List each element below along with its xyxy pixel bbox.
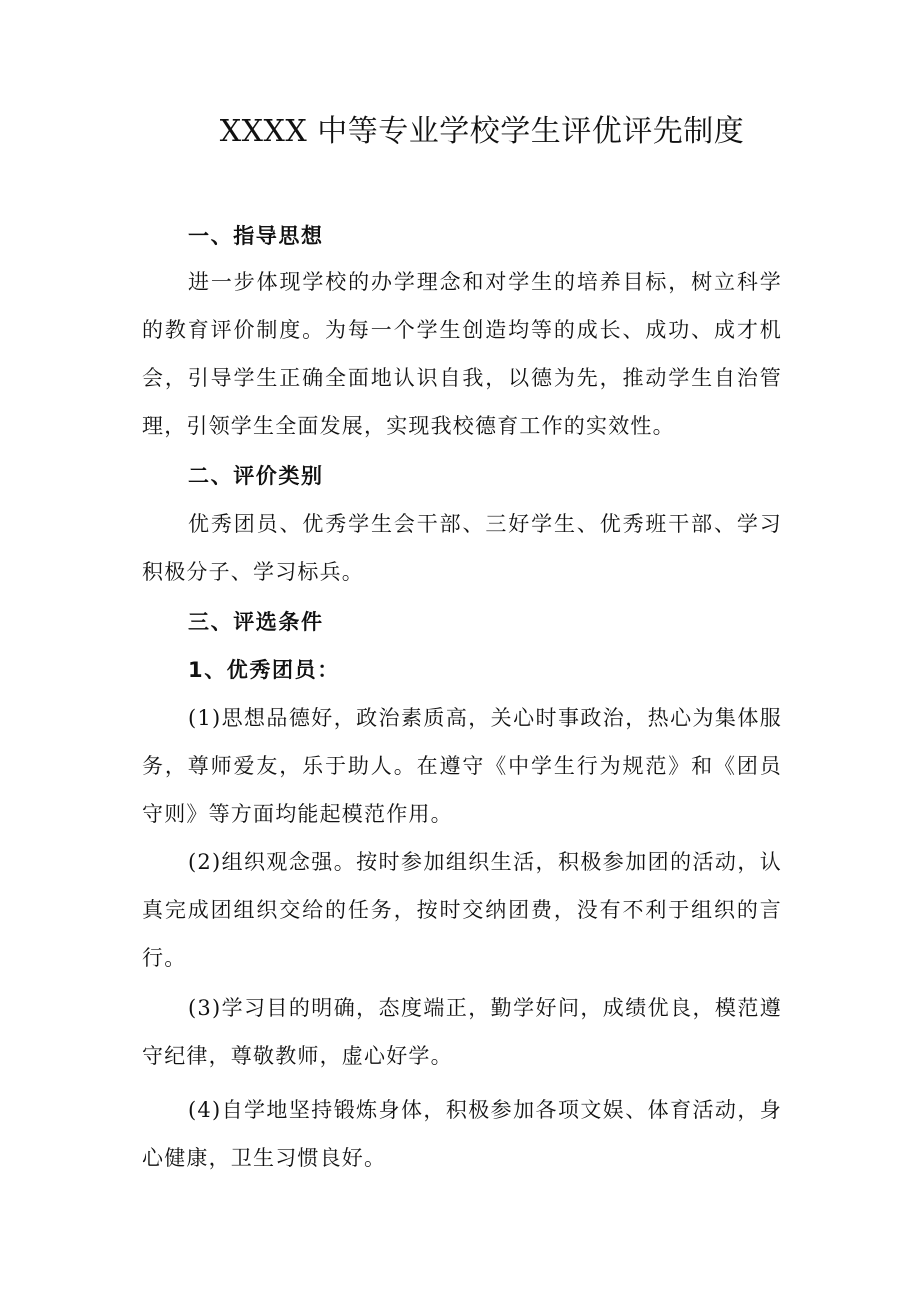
document-title: XXXX 中等专业学校学生评优评先制度 — [219, 114, 745, 149]
paragraph-guiding-ideology: 进一步体现学校的办学理念和对学生的培养目标，树立科学的教育评价制度。为每一个学生创造均等的成长、成功、成才机会，引导学生正确全面地认识自我，以德为先，推动学生自治管理，引领学生全面发展，实现我校德育工作的实效性。 — [142, 270, 782, 438]
section-heading-evaluation-categories: 二、评价类别 — [188, 464, 324, 488]
criterion-item-4: (4)自学地坚持锻炼身体，积极参加各项文娱、体育活动，身心健康，卫生习惯良好。 — [142, 1098, 782, 1170]
section-heading-guiding-ideology: 一、指导思想 — [188, 224, 324, 248]
section-heading-selection-criteria: 三、评选条件 — [188, 610, 324, 634]
paragraph-evaluation-categories: 优秀团员、优秀学生会干部、三好学生、优秀班干部、学习积极分子、学习标兵。 — [142, 512, 782, 584]
criterion-item-1: (1)思想品德好，政治素质高，关心时事政治，热心为集体服务，尊师爱友，乐于助人。在遵守《中学生行为规范》和《团员守则》等方面均能起模范作用。 — [142, 706, 782, 826]
criterion-item-3: (3)学习目的明确，态度端正，勤学好问，成绩优良，模范遵守纪律，尊敬教师，虚心好学。 — [142, 996, 782, 1068]
criterion-item-2: (2)组织观念强。按时参加组织生活，积极参加团的活动，认真完成团组织交给的任务，按时交纳团费，没有不利于组织的言行。 — [142, 850, 782, 970]
subheading-excellent-league-member: 1、优秀团员： — [188, 658, 340, 682]
